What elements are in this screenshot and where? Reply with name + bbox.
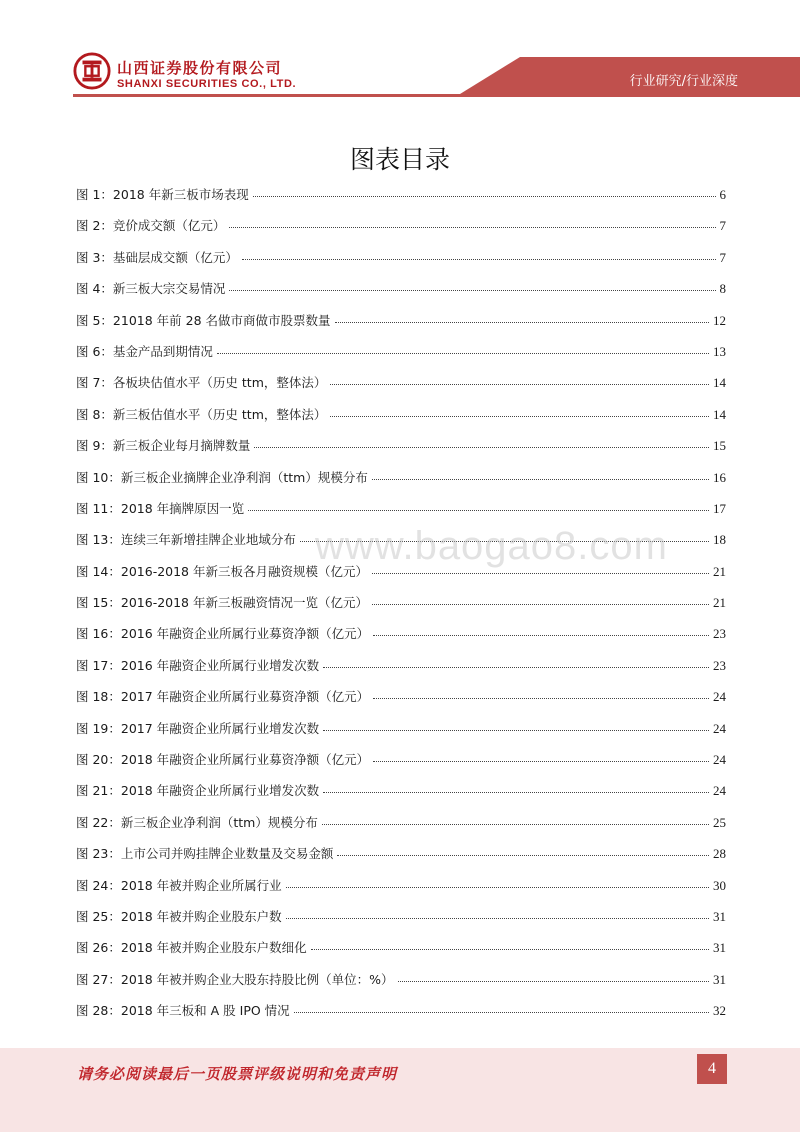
- toc-entry-label: 图 2：竞价成交额（亿元）: [76, 218, 226, 234]
- toc-leader-dots: [373, 634, 709, 636]
- toc-entry[interactable]: [76, 842, 726, 873]
- toc-leader-dots: [217, 352, 709, 354]
- section-banner-label: 行业研究/行业深度: [629, 74, 738, 89]
- toc-leader-dots: [373, 697, 709, 699]
- toc-entry-label: 图 7：各板块估值水平（历史 ttm，整体法）: [76, 375, 327, 391]
- toc-entry-page: 24: [713, 752, 726, 768]
- toc-entry-label: 图 8：新三板估值水平（历史 ttm，整体法）: [76, 406, 327, 422]
- toc-leader-dots: [229, 289, 715, 291]
- toc-leader-dots: [311, 948, 709, 950]
- toc-entry-page: 16: [713, 469, 726, 485]
- toc-entry-page: 31: [713, 971, 726, 987]
- toc-entry-page: 21: [713, 563, 726, 579]
- toc-leader-dots: [335, 321, 709, 323]
- toc-entry-page: 24: [713, 689, 726, 705]
- toc-leader-dots: [372, 603, 709, 605]
- toc-entry-page: 23: [713, 657, 726, 673]
- toc-entry-label: 图 20：2018 年融资企业所属行业募资净额（亿元）: [76, 752, 370, 768]
- page-title: 图表目录: [349, 145, 450, 174]
- toc-entry-label: 图 18：2017 年融资企业所属行业募资净额（亿元）: [76, 689, 370, 705]
- toc-entry-label: 图 6：基金产品到期情况: [76, 343, 213, 359]
- toc-entry-label: 图 15：2016-2018 年新三板融资情况一览（亿元）: [76, 595, 368, 611]
- toc-entry-label: 图 24：2018 年被并购企业所属行业: [76, 877, 282, 893]
- toc-entry-label: 图 28：2018 年三板和 A 股 IPO 情况: [76, 1003, 290, 1019]
- toc-entry[interactable]: [76, 748, 726, 779]
- toc-leader-dots: [254, 446, 709, 448]
- toc-leader-dots: [398, 980, 709, 982]
- toc-entry-page: 7: [719, 218, 726, 234]
- toc-entry-label: 图 1：2018 年新三板市场表现: [76, 187, 249, 202]
- toc-entry-page: 18: [713, 532, 726, 548]
- page-footer: [0, 1048, 800, 1132]
- toc-entry-label: 图 26：2018 年被并购企业股东户数细化: [76, 940, 307, 956]
- toc-list: [76, 183, 726, 1031]
- toc-leader-dots: [372, 478, 709, 480]
- toc-entry-page: 21: [713, 595, 726, 611]
- toc-entry-label: 图 10：新三板企业摘牌企业净利润（ttm）规模分布: [76, 469, 368, 485]
- toc-entry-page: 32: [713, 1003, 726, 1019]
- toc-entry[interactable]: [76, 214, 726, 245]
- toc-entry[interactable]: [76, 717, 726, 748]
- toc-leader-dots: [372, 572, 709, 574]
- toc-entry[interactable]: [76, 371, 726, 402]
- toc-entry-page: 14: [713, 375, 726, 391]
- toc-entry[interactable]: [76, 654, 726, 685]
- toc-leader-dots: [286, 886, 709, 888]
- toc-entry-label: 图 23：上市公司并购挂牌企业数量及交易金额: [76, 846, 334, 862]
- toc-entry-page: 8: [719, 281, 726, 297]
- toc-entry-label: 图 21：2018 年融资企业所属行业增发次数: [76, 783, 320, 799]
- toc-entry[interactable]: [76, 277, 726, 308]
- toc-entry-page: 17: [713, 500, 726, 516]
- toc-entry-label: 图 17：2016 年融资企业所属行业增发次数: [76, 657, 320, 673]
- toc-entry[interactable]: [76, 905, 726, 936]
- toc-entry[interactable]: [76, 811, 726, 842]
- page-header: [0, 0, 800, 100]
- toc-entry-label: 图 4：新三板大宗交易情况: [76, 281, 226, 297]
- toc-leader-dots: [294, 1011, 709, 1013]
- page-number: 4: [697, 1054, 727, 1084]
- toc-leader-dots: [337, 854, 709, 856]
- toc-leader-dots: [253, 195, 716, 197]
- toc-entry-label: 图 3：基础层成交额（亿元）: [76, 249, 238, 265]
- toc-entry-page: 23: [713, 626, 726, 642]
- toc-entry-label: 图 27：2018 年被并购企业大股东持股比例（单位：%）: [76, 971, 394, 987]
- toc-entry-page: 13: [713, 343, 726, 359]
- toc-leader-dots: [229, 226, 715, 228]
- toc-entry[interactable]: [76, 246, 726, 277]
- toc-entry-page: 31: [713, 940, 726, 956]
- toc-entry-label: 图 14：2016-2018 年新三板各月融资规模（亿元）: [76, 563, 368, 579]
- toc-entry[interactable]: [76, 183, 726, 214]
- toc-leader-dots: [322, 823, 709, 825]
- toc-entry-page: 31: [713, 908, 726, 924]
- toc-entry[interactable]: [76, 779, 726, 810]
- toc-entry-label: 图 22：新三板企业净利润（ttm）规模分布: [76, 814, 318, 830]
- disclaimer-text: 请务必阅读最后一页股票评级说明和免责声明: [77, 1065, 398, 1083]
- toc-entry[interactable]: [76, 685, 726, 716]
- toc-entry-page: 24: [713, 720, 726, 736]
- toc-entry-label: 图 16：2016 年融资企业所属行业募资净额（亿元）: [76, 626, 370, 642]
- toc-entry-page: 30: [713, 877, 726, 893]
- toc-entry-page: 14: [713, 406, 726, 422]
- toc-entry[interactable]: [76, 968, 726, 999]
- toc-leader-dots: [373, 760, 709, 762]
- toc-entry[interactable]: [76, 466, 726, 497]
- header-divider: [73, 94, 800, 97]
- toc-leader-dots: [330, 415, 709, 417]
- toc-leader-dots: [323, 666, 709, 668]
- toc-entry[interactable]: [76, 936, 726, 967]
- toc-entry[interactable]: [76, 309, 726, 340]
- toc-entry-label: 图 25：2018 年被并购企业股东户数: [76, 908, 282, 924]
- toc-entry-label: 图 11：2018 年摘牌原因一览: [76, 500, 245, 516]
- toc-entry-page: 28: [713, 846, 726, 862]
- company-logo-icon: [73, 52, 111, 90]
- toc-entry-page: 6: [719, 187, 726, 202]
- toc-entry[interactable]: [76, 591, 726, 622]
- toc-entry[interactable]: [76, 874, 726, 905]
- toc-entry-page: 15: [713, 438, 726, 454]
- toc-entry-page: 24: [713, 783, 726, 799]
- toc-entry[interactable]: [76, 434, 726, 465]
- toc-entry-label: 图 19：2017 年融资企业所属行业增发次数: [76, 720, 320, 736]
- company-name-en: SHANXI SECURITIES CO., LTD.: [117, 78, 297, 90]
- toc-entry-label: 图 13：连续三年新增挂牌企业地域分布: [76, 532, 296, 548]
- toc-entry-page: 7: [719, 249, 726, 265]
- toc-entry-label: 图 5：21018 年前 28 名做市商做市股票数量: [76, 312, 331, 328]
- toc-leader-dots: [242, 258, 716, 260]
- toc-entry-page: 25: [713, 814, 726, 830]
- toc-entry-label: 图 9：新三板企业每月摘牌数量: [76, 438, 251, 454]
- toc-leader-dots: [323, 791, 709, 793]
- toc-entry[interactable]: [76, 622, 726, 653]
- toc-entry[interactable]: [76, 999, 726, 1030]
- toc-leader-dots: [248, 509, 709, 511]
- toc-leader-dots: [330, 383, 709, 385]
- toc-leader-dots: [286, 917, 709, 919]
- toc-leader-dots: [323, 729, 709, 731]
- toc-entry-page: 12: [713, 312, 726, 328]
- toc-entry[interactable]: [76, 340, 726, 371]
- toc-entry[interactable]: [76, 403, 726, 434]
- watermark: www.baogao8.com: [315, 524, 668, 568]
- company-name-cn: 山西证券股份有限公司: [117, 59, 283, 77]
